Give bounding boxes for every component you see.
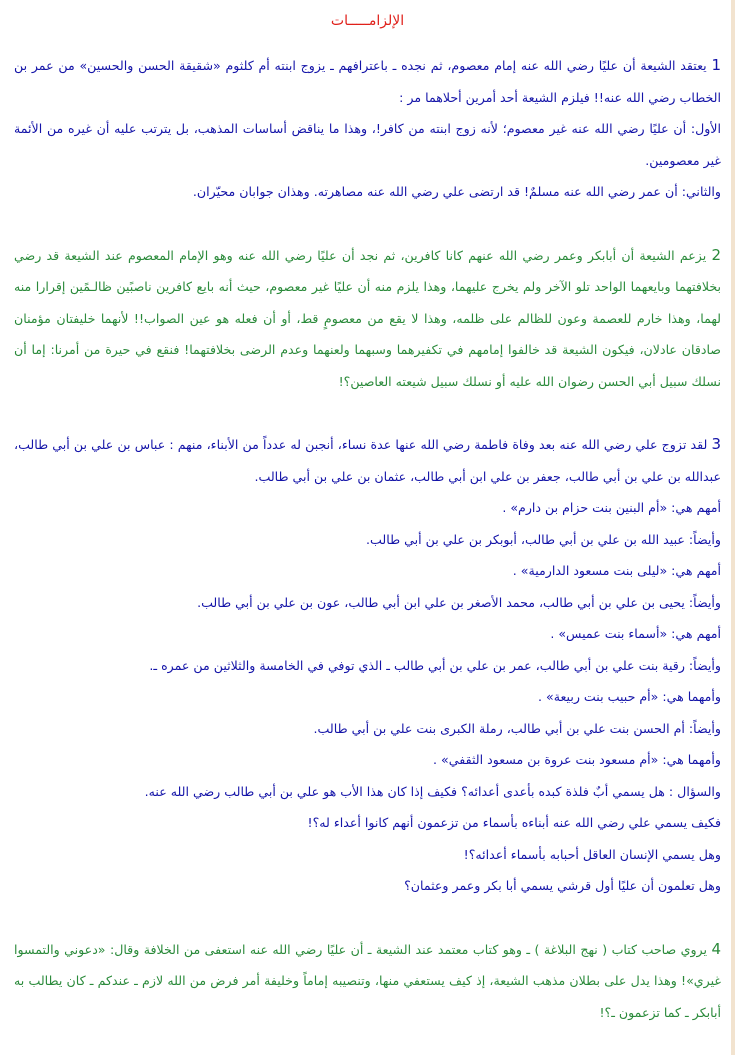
section-1-paragraph-1: [14, 50, 721, 113]
section-3-paragraph-2: أمهم هي: «أم البنين بنت حزام بن دارم» .: [502, 500, 721, 515]
section-3-paragraph-13: وهل يسمي الإنسان العاقل أحبابه بأسماء أعدائه؟!: [463, 846, 721, 862]
section-3-paragraph-14: وهل تعلمون أن عليًا أول قرشي يسمي أبا بكر وعمر وعثمان؟: [404, 878, 721, 893]
section-3-paragraph-8: وأمهما هي: «أم حبيب بنت ربيعة» .: [538, 689, 721, 704]
section-1: [14, 50, 721, 208]
section-1-paragraph-2: الأول: أن عليًا رضي الله عنه غير معصوم؛ لأنه زوج ابنته من كافر!، وهذا ما يناقض أساسات المذهب، بل يترتب عليه أن غيره من الأئمة غير معصومين.: [14, 121, 721, 168]
section-gap: [14, 208, 721, 240]
section-gap: [14, 902, 721, 934]
section-3-paragraph-4: أمهم هي: «ليلى بنت مسعود الدارمية» .: [512, 563, 721, 578]
section-3-paragraph-10: وأمهما هي: «أم مسعود بنت عروة بن مسعود الثقفي» .: [433, 752, 721, 767]
page-title: الإلزامـــــات: [330, 13, 405, 29]
section-2-paragraph-1: [14, 240, 721, 398]
paragraph-text: يعتقد الشيعة أن عليًا رضي الله عنه إمام معصوم، ثم نجده ـ باعترافهم ـ يزوج ابنته أم كلثوم «شقيقة الحسن والحسين» من عمر بن الخطاب رضي الله عنه!! فيلزم الشيعة أحد أمرين أحلاهما مر :: [14, 58, 721, 105]
section-3: [14, 429, 721, 902]
section-number: 4: [711, 939, 722, 958]
section-1-paragraph-3: والثاني: أن عمر رضي الله عنه مسلمٌ! قد ارتضى علي رضي الله عنه مصاهرته. وهذان جوابان محيّران.: [192, 184, 721, 199]
section-3-paragraph-11: والسؤال : هل يسمي أبٌ فلذة كبده بأعدى أعدائه؟ فكيف إذا كان هذا الأب هو علي بن أبي طالب رضي الله عنه.: [144, 783, 721, 799]
paragraph-text: يزعم الشيعة أن أبابكر وعمر رضي الله عنهم كانا كافرين، ثم نجد أن عليًا رضي الله عنه وهو الإمام المعصوم عند الشيعة قد رضي بخلافتهما وبايعهما الواحد تلو الآخر ولم يخرج عليهما، وهذا يلزم منه أن عليًا غير معصوم، حيث أنه بايع كافرين ناصبًين ظالـمًين إقرارا منه لهما، وهذا خارم للعصمة وعون للظالم على ظلمه، وهذا لا يقع من معصومٍ قط، أو أن فعله هو عين الصواب!! لأنهما خليفتان مؤمنان صادقان عادلان، فيكون الشيعة قد خالفوا إمامهم في تكفيرهما وسبهما ولعنهما وعدم الرضى بخلافتهما! فنقع في حيرة من أمرنا: إما أن نسلك سبيل أبي الحسن رضوان الله عليه أو نسلك سبيل شيعته العاصين؟!: [14, 247, 721, 389]
section-3-paragraph-6: أمهم هي: «أسماء بنت عميس» .: [550, 626, 721, 641]
section-number: 2: [711, 245, 721, 264]
section-4: [14, 934, 721, 1029]
section-number: 1: [711, 56, 721, 74]
section-4-paragraph-1: [14, 934, 721, 1029]
section-2: [14, 240, 721, 398]
section-number: 3: [711, 435, 721, 453]
paragraph-text: يروي صاحب كتاب ( نهج البلاغة ) ـ وهو كتاب معتمد عند الشيعة ـ أن عليًا رضي الله عنه استعفى من الخلافة وقال: «دعوني والتمسوا غيري»! وهذا يدل على بطلان مذهب الشيعة، إذ كيف يستعفي منها، وتنصيبه إماماً وخليفة أمر فرض من الله لازم ـ عندكم ـ كان يطالب به أبابكر ـ كما تزعمون ـ؟!: [14, 941, 721, 1020]
section-3-paragraph-9: وأيضاً: أم الحسن بنت علي بن أبي طالب، رملة الكبرى بنت علي بن أبي طالب.: [313, 720, 721, 736]
section-3-paragraph-12: فكيف يسمي علي رضي الله عنه أبناءه بأسماء من تزعمون أنهم كانوا أعداء له؟!: [307, 815, 721, 830]
section-3-paragraph-5: وأيضاً: يحيى بن علي بن أبي طالب، محمد الأصغر بن علي ابن أبي طالب، عون بن علي بن أبي طالب.: [197, 594, 721, 610]
section-3-paragraph-1: [14, 429, 721, 492]
section-3-paragraph-7: وأيضاً: رقية بنت علي بن أبي طالب، عمر بن علي بن أبي طالب ـ الذي توفي في الخامسة والثلاثين من عمره ـ.: [149, 657, 721, 673]
section-gap: [14, 397, 721, 429]
paragraph-text: لقد تزوج علي رضي الله عنه بعد وفاة فاطمة رضي الله عنها عدة نساء، أنجبن له عدداً من الأبناء، منهم : عباس بن علي بن أبي طالب، عبدالله بن علي بن أبي طالب، جعفر بن علي ابن أبي طالب، عثمان بن علي بن أبي طالب.: [14, 437, 721, 484]
section-3-paragraph-3: وأيضاً: عبيد الله بن علي بن أبي طالب، أبوبكر بن علي بن أبي طالب.: [366, 531, 721, 547]
